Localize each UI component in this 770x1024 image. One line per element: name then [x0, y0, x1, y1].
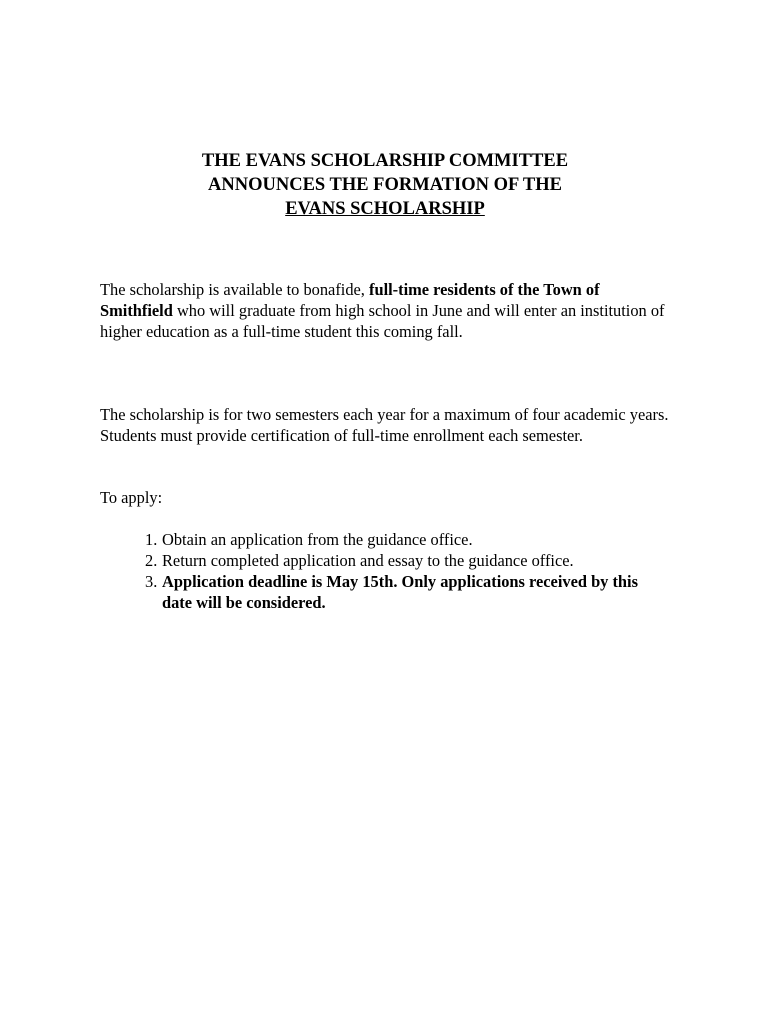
- list-item: [100, 529, 660, 550]
- eligibility-text-1: The scholarship is available to bonafide,: [100, 280, 369, 299]
- eligibility-bold-text: full-time residents of the Town of Smithfield: [100, 280, 600, 320]
- step-text: Obtain an application from the guidance office.: [162, 530, 473, 549]
- eligibility-text-2: who will graduate from high school in June and will enter an institution of higher education as a full-time student this coming fall.: [100, 301, 665, 341]
- step-number: 2.: [145, 551, 158, 570]
- duration-paragraph: The scholarship is for two semesters each year for a maximum of four academic years. Students must provide certification of full-time enrollment each semester.: [100, 405, 669, 445]
- title-line-3: EVANS SCHOLARSHIP: [285, 199, 485, 219]
- title-line-2: ANNOUNCES THE FORMATION OF THE: [208, 175, 562, 195]
- step-text: Application deadline is May 15th. Only applications received by this date will be considered.: [162, 572, 638, 612]
- title-line-1: THE EVANS SCHOLARSHIP COMMITTEE: [201, 151, 569, 171]
- step-number: 1.: [145, 530, 158, 549]
- application-steps: [100, 529, 660, 613]
- apply-heading: To apply:: [100, 488, 163, 507]
- list-item: [100, 571, 660, 613]
- step-number: 3.: [145, 572, 158, 591]
- step-text: Return completed application and essay to the guidance office.: [162, 551, 574, 570]
- list-item: [100, 550, 660, 571]
- eligibility-paragraph: [100, 279, 675, 342]
- announcement-title: [0, 149, 770, 221]
